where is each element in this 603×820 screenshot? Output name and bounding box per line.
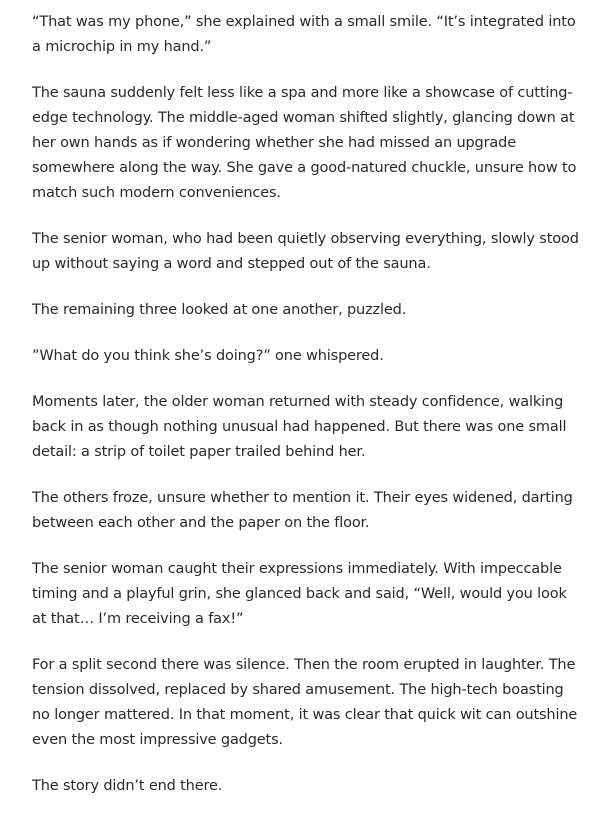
paragraph: ”What do you think she’s doing?” one whispered. <box>32 348 384 364</box>
paragraph: The remaining three looked at one another, puzzled. <box>32 302 407 318</box>
paragraph: The senior woman, who had been quietly observing everything, slowly stood up without saying a word and stepped out of the sauna. <box>32 231 579 272</box>
article-body <box>32 10 580 820</box>
paragraph: The story didn’t end there. <box>32 778 223 794</box>
paragraph: The senior woman caught their expressions immediately. With impeccable timing and a playful grin, she glanced back and said, “Well, would you look at that… I’m receiving a fax!” <box>32 561 567 627</box>
paragraph: The sauna suddenly felt less like a spa and more like a showcase of cutting-edge technology. The middle-aged woman shifted slightly, glancing down at her own hands as if wondering whether she had missed an upgrade somewhere along the way. She gave a good-natured chuckle, unsure how to match such modern conveniences. <box>32 85 577 201</box>
paragraph: “That was my phone,” she explained with a small smile. “It’s integrated into a microchip in my hand.” <box>32 14 576 55</box>
paragraph: For a split second there was silence. Then the room erupted in laughter. The tension dissolved, replaced by shared amusement. The high-tech boasting no longer mattered. In that moment, it was clear that quick wit can outshine even the most impressive gadgets. <box>32 657 578 748</box>
paragraph: Moments later, the older woman returned with steady confidence, walking back in as though nothing unusual had happened. But there was one small detail: a strip of toilet paper trailed behind her. <box>32 394 567 460</box>
paragraph: The others froze, unsure whether to mention it. Their eyes widened, darting between each other and the paper on the floor. <box>32 490 573 531</box>
